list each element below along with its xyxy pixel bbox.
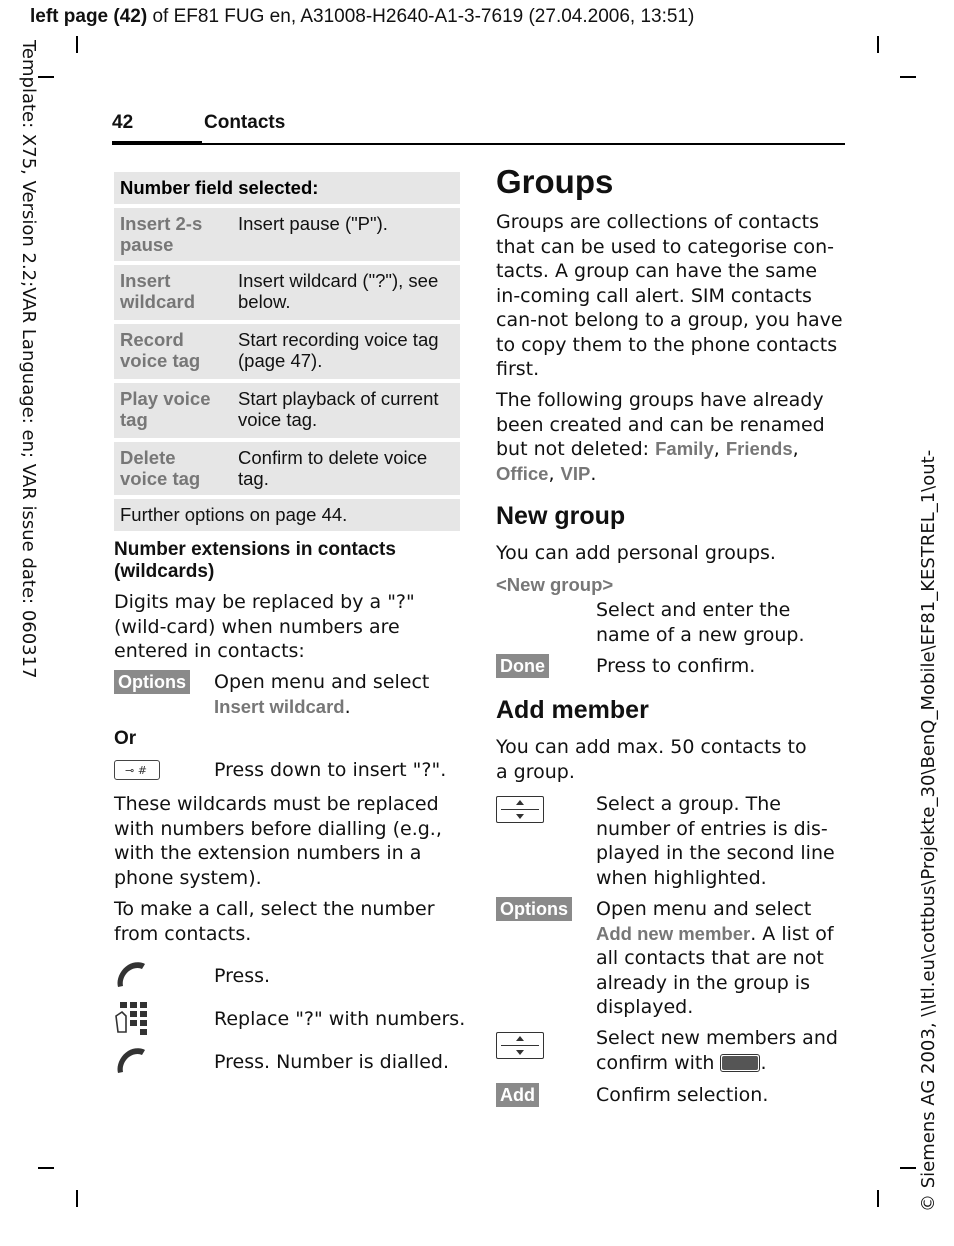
copyright-vertical [918,450,939,1212]
row-label: Delete voice tag [114,442,232,495]
options-table [114,168,460,535]
row-desc: Confirm to delete voice tag. [232,442,460,495]
options-text: Open menu and select [214,671,430,693]
svg-text:⊸ #: ⊸ # [125,764,147,777]
options-add-member-text [596,897,844,1020]
table-footer: Further options on page 44. [114,499,460,531]
select-new-text: Select new members and confirm with [596,1027,838,1074]
new-group-heading: New group [496,502,626,530]
call-key-icon [114,1046,148,1080]
add-key-label[interactable]: Add [496,1083,539,1107]
table-row [114,208,460,261]
add-softkey[interactable] [496,1083,539,1107]
row-desc: Insert pause ("P"). [232,208,460,261]
done-instruction: Press to confirm. [596,655,756,677]
navigation-key-icon [496,796,544,823]
or-label: Or [114,728,137,749]
groups-title: Groups [496,163,614,200]
crop-mark [76,1190,78,1207]
row-label: Insert wildcard [114,265,232,320]
step-replace: Replace "?" with numbers. [214,1008,466,1030]
call-key-icon [114,960,148,994]
crop-mark [38,1167,54,1169]
options-text: Open menu and select [596,898,812,920]
options-key-label[interactable]: Options [496,897,572,921]
hash-instruction: Press down to insert "?". [214,759,447,781]
new-group-select: Select and enter the name of a new group. [596,599,805,646]
following-text: The following groups have already been created and can be renamed but not deleted: [496,389,825,460]
group-family: Family [655,438,714,459]
table-row [114,383,460,438]
row-desc: Start playback of current voice tag. [232,383,460,438]
page-number: 42 [112,112,134,133]
crop-mark [877,36,879,53]
add-instruction: Confirm selection. [596,1084,769,1106]
template-info-text: Template: X75, Version 2.2;VAR Language: en; VAR issue date: 060317 [18,40,39,679]
select-new-members: Select new members and confirm with . [596,1027,838,1074]
center-key-icon [720,1054,760,1072]
table-row [114,265,460,320]
options-softkey-right[interactable] [496,897,572,921]
groups-following: The following groups have already been created and can be renamed but not deleted: Family, Friends, Office, VIP. [496,389,825,485]
menu-item-insert-wildcard: Insert wildcard [214,695,345,717]
step-dial: Press. Number is dialled. [214,1051,449,1073]
add-member-heading: Add member [496,696,649,724]
table-row [114,324,460,379]
crop-mark [877,1190,879,1207]
row-desc: Insert wildcard ("?"), see below. [232,265,460,320]
crop-mark [76,36,78,53]
options-instruction: Open menu and select Insert wildcard. [214,671,430,718]
options-softkey[interactable] [114,670,190,694]
print-info-line [30,6,694,28]
options-rest-text: . A list of all contacts that are not already in the group is displayed. [596,922,834,1018]
table-header: Number field selected: [114,172,460,204]
crop-mark [38,76,54,78]
call-paragraph: To make a call, select the number from contacts. [114,898,435,945]
template-info-vertical [18,40,39,679]
crop-mark [900,1167,916,1169]
keypad-icon [114,1002,152,1040]
add-member-intro: You can add max. 50 contacts to a group. [496,736,807,783]
print-info-rest: of EF81 FUG en, A31008-H2640-A1-3-7619 (27.04.2006, 13:51) [147,6,695,27]
copyright-text: © Siemens AG 2003, \\Itl.eu\cottbus\Projekte_30\BenQ_Mobile\EF81_KESTREL_1\out- [918,449,939,1212]
group-office: Office [496,462,549,484]
wildcard-heading: Number extensions in contacts (wildcards) [114,539,396,582]
group-friends: Friends [725,438,793,459]
row-label: Insert 2-s pause [114,208,232,261]
group-vip: VIP [560,462,591,484]
new-group-tag: <New group> [496,574,614,595]
wildcard-paragraph: Digits may be replaced by a "?" (wild-card) when numbers are entered in contacts: [114,591,415,662]
step-press: Press. [214,965,271,987]
print-info-bold: left page (42) [30,6,148,27]
table-row [114,442,460,495]
groups-intro: Groups are collections of contacts that can be used to categorise con-tacts. A group can have the same in-coming call alert. SIM contacts can-not belong to a group, you have to copy them to the phone contacts first. [496,211,843,380]
header-rule [112,143,845,145]
row-desc: Start recording voice tag (page 47). [232,324,460,379]
navigation-key-icon [496,1032,544,1059]
row-label: Record voice tag [114,324,232,379]
done-softkey[interactable] [496,654,549,678]
menu-item-add-new-member: Add new member [596,922,751,944]
row-label: Play voice tag [114,383,232,438]
options-key-label[interactable]: Options [114,670,190,694]
done-key-label[interactable]: Done [496,654,549,678]
replace-paragraph: These wildcards must be replaced with numbers before dialling (e.g., with the extension numbers in a phone system). [114,793,442,889]
select-group-text: Select a group. The number of entries is dis-played in the second line when highlighted. [596,793,835,889]
new-group-intro: You can add personal groups. [496,542,776,564]
section-title: Contacts [204,112,286,133]
hash-key-icon [114,760,160,780]
crop-mark [900,76,916,78]
